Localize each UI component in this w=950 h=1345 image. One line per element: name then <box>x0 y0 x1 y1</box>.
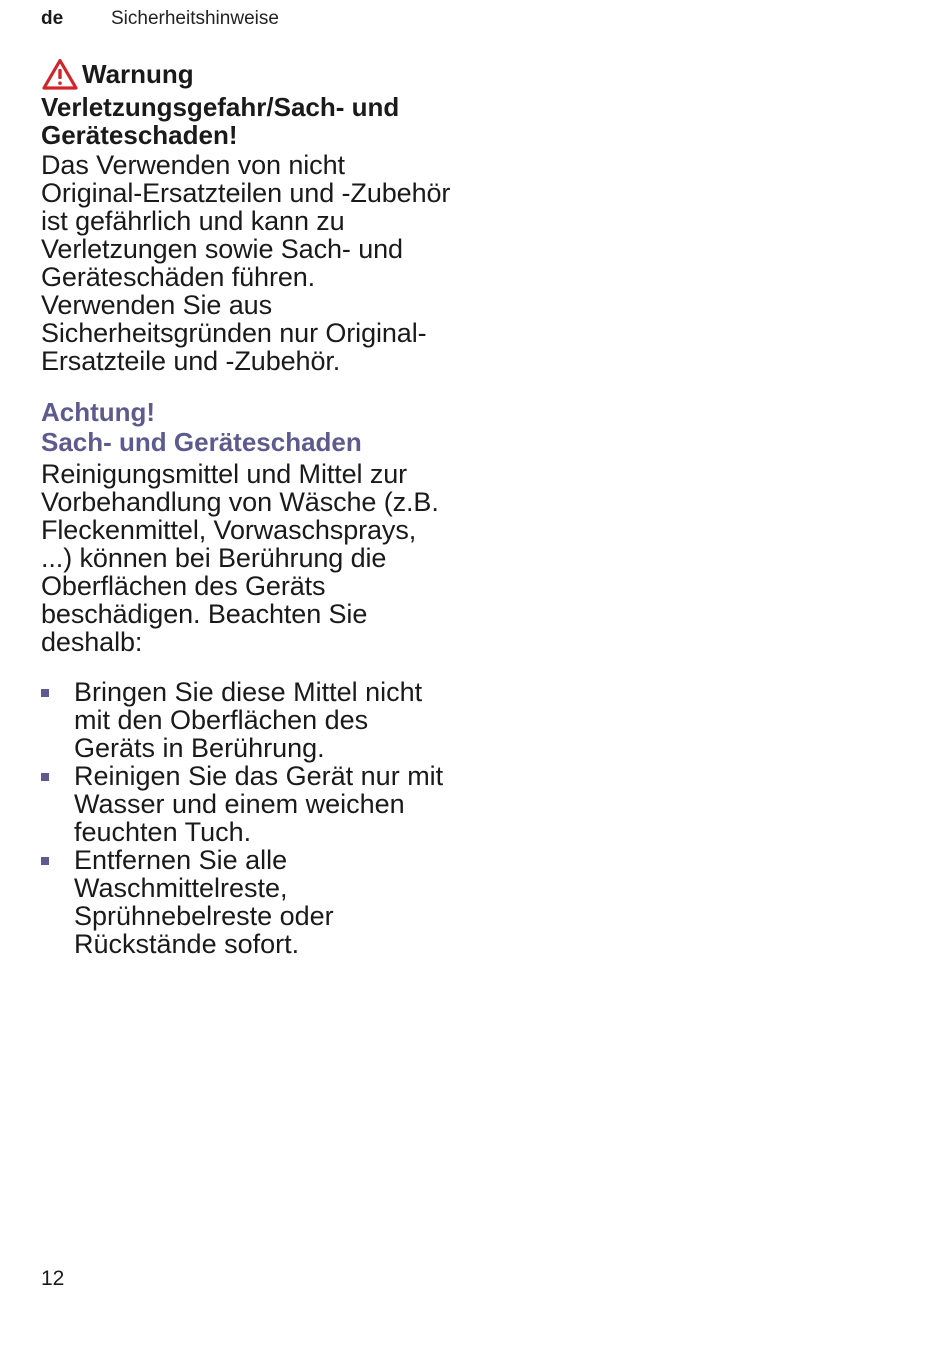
caution-subtitle: Sach- und Geräteschaden <box>41 427 362 457</box>
warning-text: Das Verwenden von nicht Original-Ersatzteilen und -Zubehör ist gefährlich und kann zu Verletzungen sowie Sach- und Geräteschäden führen. Verwenden Sie aus Sicherheitsgründen nur Original-Ersatzteile und -Zubehör. <box>41 150 451 376</box>
page-number: 12 <box>41 1267 65 1290</box>
caution-label: Achtung! <box>41 397 156 427</box>
warning-label: Warnung <box>82 59 194 89</box>
list-item <box>41 846 451 958</box>
bullet-square-icon <box>41 689 49 697</box>
caution-text: Reinigungsmittel und Mittel zur Vorbehandlung von Wäsche (z.B. Fleckenmittel, Vorwaschsprays, ...) können bei Berührung die Oberflächen des Geräts beschädigen. Beachten Sie deshalb: <box>41 459 439 657</box>
warning-triangle-icon <box>42 58 78 90</box>
language-code: de <box>41 8 64 29</box>
warning-heading <box>41 58 451 90</box>
list-item-text: Entfernen Sie alle Waschmittelreste, Sprühnebelreste oder Rückstände sofort. <box>74 845 334 959</box>
caution-bullet-list <box>41 678 451 958</box>
list-item-text: Bringen Sie diese Mittel nicht mit den Oberflächen des Geräts in Berührung. <box>74 677 423 763</box>
page-header <box>41 8 279 34</box>
list-item <box>41 678 451 762</box>
bullet-square-icon <box>41 773 49 781</box>
bullet-square-icon <box>41 857 49 865</box>
list-item-text: Reinigen Sie das Gerät nur mit Wasser und einem weichen feuchten Tuch. <box>74 761 444 847</box>
warning-subtitle: Verletzungsgefahr/Sach- und Geräteschaden! <box>41 92 400 150</box>
section-title: Sicherheitshinweise <box>111 8 279 29</box>
main-content <box>41 58 451 958</box>
list-item <box>41 762 451 846</box>
